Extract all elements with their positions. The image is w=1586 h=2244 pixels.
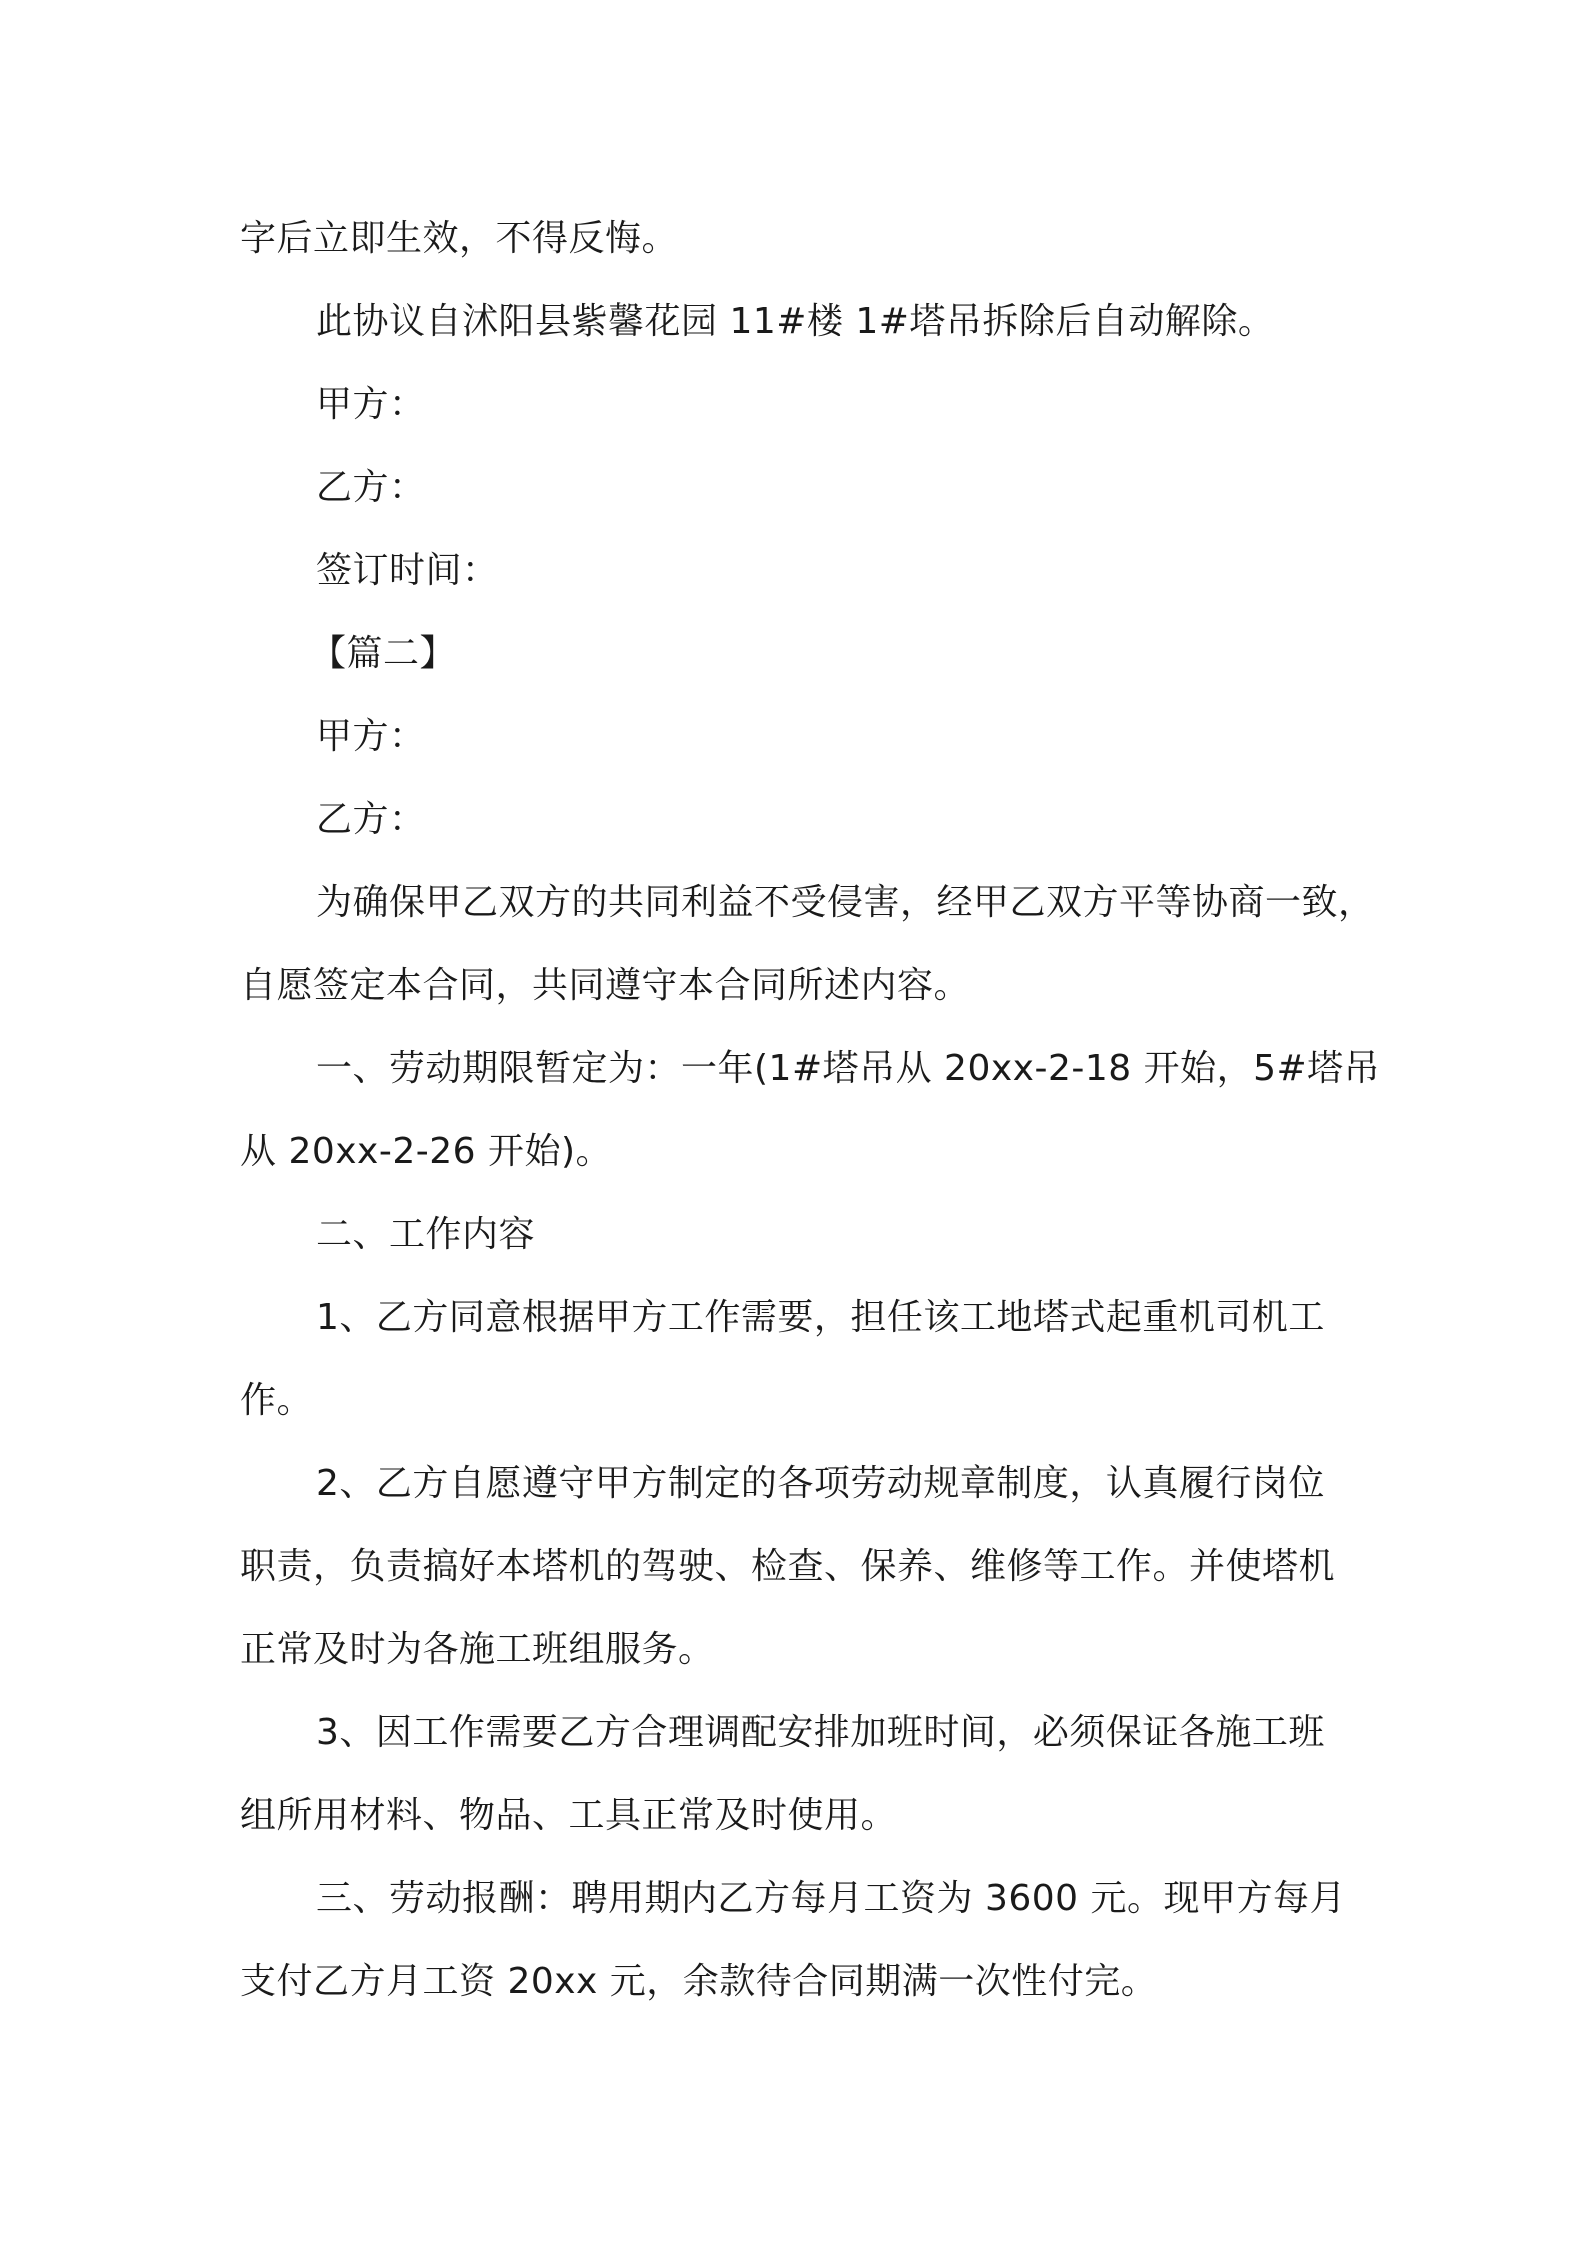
text-line: 为确保甲乙双方的共同利益不受侵害，经甲乙双方平等协商一致，: [316, 882, 1375, 923]
party-a-label: 甲方：: [316, 384, 426, 425]
text-line: 一、劳动期限暂定为：一年(1#塔吊从 20xx-2-18 开始，5#塔吊: [316, 1048, 1381, 1089]
text-line: 正常及时为各施工班组服务。: [240, 1629, 715, 1670]
text-line: 字后立即生效，不得反悔。: [240, 218, 679, 259]
text-line: 2、乙方自愿遵守甲方制定的各项劳动规章制度，认真履行岗位: [316, 1463, 1325, 1504]
text-line: 3、因工作需要乙方合理调配安排加班时间，必须保证各施工班: [316, 1712, 1325, 1753]
party-b-label: 乙方：: [316, 467, 426, 508]
clause-heading: 二、工作内容: [316, 1214, 536, 1255]
party-b-label: 乙方：: [316, 799, 426, 840]
section-heading: 【篇二】: [310, 633, 457, 674]
party-a-label: 甲方：: [316, 716, 426, 757]
text-line: 此协议自沭阳县紫馨花园 11#楼 1#塔吊拆除后自动解除。: [316, 301, 1275, 342]
text-line: 职责，负责搞好本塔机的驾驶、检查、保养、维修等工作。并使塔机: [240, 1546, 1336, 1587]
text-line: 支付乙方月工资 20xx 元，余款待合同期满一次性付完。: [240, 1961, 1158, 2002]
text-line: 组所用材料、物品、工具正常及时使用。: [240, 1795, 898, 1836]
document-body: [240, 197, 1381, 2023]
text-line: 1、乙方同意根据甲方工作需要，担任该工地塔式起重机司机工: [316, 1297, 1325, 1338]
text-line: 作。: [240, 1380, 314, 1421]
text-line: 自愿签定本合同，共同遵守本合同所述内容。: [240, 965, 971, 1006]
signing-date-label: 签订时间：: [316, 550, 499, 591]
text-line: 从 20xx-2-26 开始)。: [240, 1131, 613, 1172]
text-line: 三、劳动报酬：聘用期内乙方每月工资为 3600 元。现甲方每月: [316, 1878, 1347, 1919]
